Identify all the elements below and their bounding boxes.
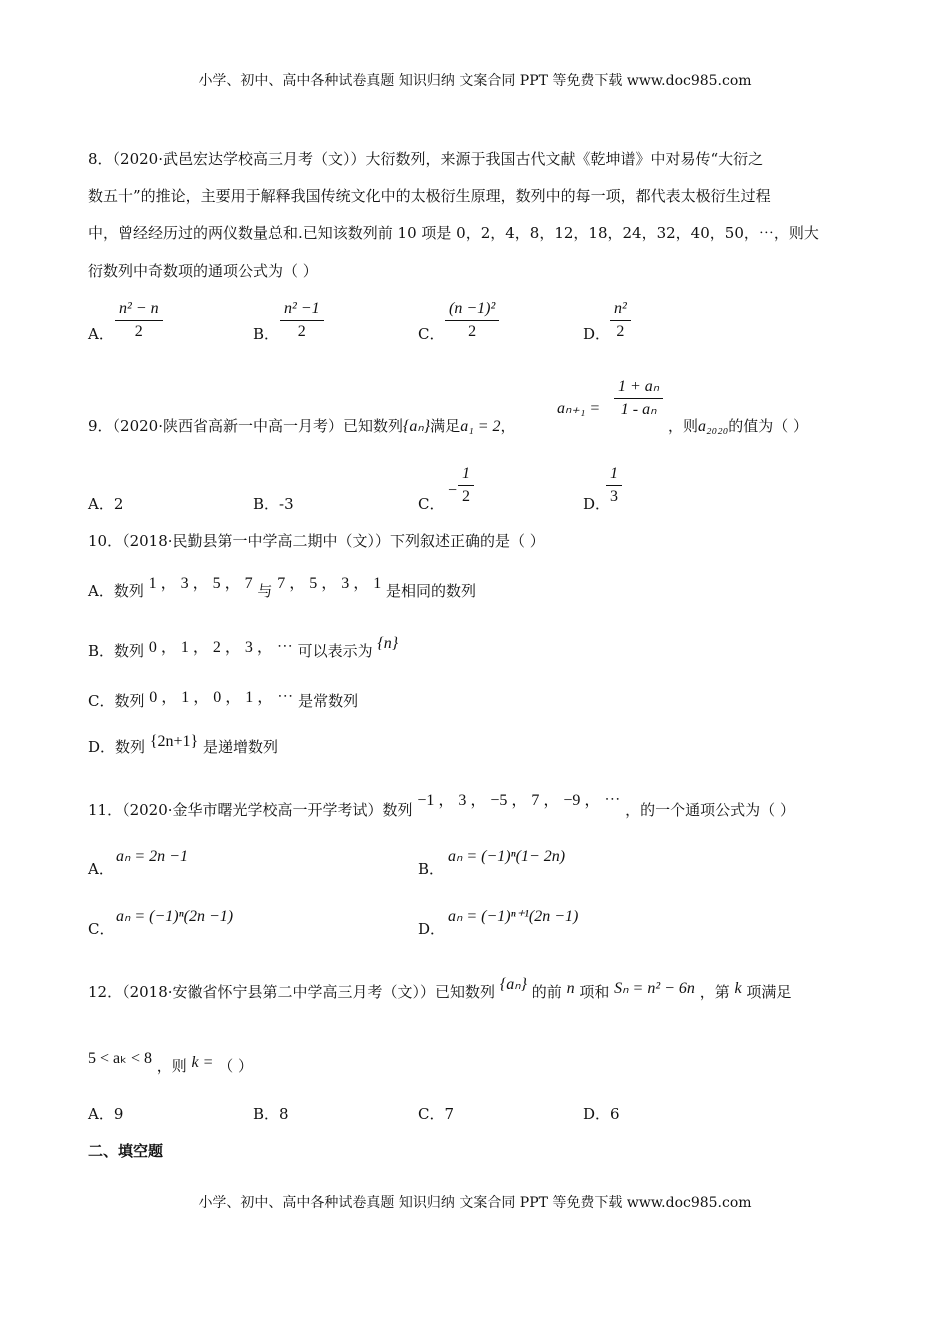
q8-option-a-label: A． xyxy=(88,325,114,343)
q10-option-c xyxy=(88,688,358,711)
q10-option-b xyxy=(88,635,399,661)
q12-mid4: 项满足 xyxy=(746,983,792,1001)
q10-b-set: {n} xyxy=(377,635,399,652)
q9-option-d-fraction xyxy=(606,463,622,508)
q9-option-a: A．2 xyxy=(88,495,124,513)
q10-b-mid: 可以表示为 xyxy=(297,642,373,660)
q12-option-c: C．7 xyxy=(418,1105,455,1123)
page-footer: 小学、初中、高中各种试卷真题 知识归纳 文案合同 PPT 等免费下载 www.doc985.com xyxy=(198,1195,752,1211)
q11-option-b-label: B． xyxy=(418,860,445,878)
q11-stem xyxy=(88,792,795,820)
q9-comma: ， xyxy=(500,417,516,435)
q11-option-a-label: A． xyxy=(88,860,114,878)
q12-condition: 5 < aₖ < 8 xyxy=(88,1050,152,1067)
q8-c-denominator: 2 xyxy=(468,323,477,340)
q10-option-a xyxy=(88,575,477,601)
q12-k-equals: k = xyxy=(191,1054,214,1071)
q12-mid3: ，第 xyxy=(699,983,730,1001)
q8-option-a-fraction xyxy=(115,298,163,343)
q8-d-denominator: 2 xyxy=(616,323,625,340)
q12-paren: （ ） xyxy=(218,1057,254,1075)
q9-option-c-label: C． xyxy=(418,495,445,513)
q8-line-2: 数五十”的推论，主要用于解释我国传统文化中的太极衍生原理，数列中的每一项，都代表太极衍生过程 xyxy=(88,187,771,205)
q10-b-seq: 0 ， 1 ， 2 ， 3 ， ⋯ xyxy=(148,639,293,656)
q11-option-a-formula: aₙ = 2n −1 xyxy=(116,848,188,865)
q10-d-post: 是递增数列 xyxy=(202,738,278,756)
q11-suffix: ，的一个通项公式为（ ） xyxy=(625,801,795,819)
q9-d-numerator: 1 xyxy=(606,463,622,486)
q12-option-d: D．6 xyxy=(583,1105,620,1123)
q12-seq: {aₙ} xyxy=(499,976,527,993)
q9-prefix: 9．（2020·陕西省高新一中高一月考）已知数列 xyxy=(88,417,403,435)
q9-recurrence-lhs: aₙ₊₁ = xyxy=(557,400,601,417)
q12-mid1: 的前 xyxy=(531,983,562,1001)
q10-a-post: 是相同的数列 xyxy=(386,582,477,600)
q10-c-prefix: C．数列 xyxy=(88,692,145,710)
q9-d-denominator: 3 xyxy=(610,488,618,505)
q12-sum: Sₙ = n² − 6n xyxy=(614,980,695,997)
q8-option-d-fraction xyxy=(610,298,631,343)
q9-mid2: ，则 xyxy=(668,417,699,435)
q9-seq: {aₙ} xyxy=(403,418,431,435)
q8-option-d-label: D． xyxy=(583,325,611,343)
q8-b-denominator: 2 xyxy=(297,323,306,340)
q9-cond1: a₁ = 2 xyxy=(460,418,501,435)
q11-option-c-label: C． xyxy=(88,920,115,938)
q10-a-prefix: A．数列 xyxy=(88,582,144,600)
q10-b-prefix: B．数列 xyxy=(88,642,145,660)
q8-a-denominator: 2 xyxy=(134,323,143,340)
q10-option-d xyxy=(88,733,278,757)
q9-c-numerator: 1 xyxy=(458,463,474,486)
q12-mid2: 项和 xyxy=(579,983,610,1001)
q8-c-numerator: (n −1)² xyxy=(445,298,499,321)
q11-seq: −1 ， 3 ， −5 ， 7 ， −9 ， ⋯ xyxy=(417,792,621,809)
q9-rec-denominator: 1 - aₙ xyxy=(620,401,657,418)
q10-a-seq2: 7 ， 5 ， 3 ， 1 xyxy=(277,575,382,592)
q9-suffix: 的值为（ ） xyxy=(728,417,809,435)
q9-stem xyxy=(88,415,516,436)
q10-stem: 10．（2018·民勤县第一中学高二期中（文））下列叙述正确的是（ ） xyxy=(88,532,545,550)
q10-a-seq1: 1 ， 3 ， 5 ， 7 xyxy=(148,575,253,592)
q12-option-b: B．8 xyxy=(253,1105,289,1123)
q11-option-d-label: D． xyxy=(418,920,446,938)
section-title: 二、填空题 xyxy=(88,1142,164,1160)
q9-option-c-fraction xyxy=(458,463,474,508)
q9-c-denominator: 2 xyxy=(462,488,470,505)
q8-line-3: 中，曾经经历过的两仪数量总和.已知该数列前 10 项是 0，2，4，8，12，18，24，32，40，50，⋯，则大 xyxy=(88,224,819,242)
q8-line-4: 衍数列中奇数项的通项公式为（ ） xyxy=(88,262,318,280)
q8-option-c-fraction xyxy=(445,298,499,343)
q10-a-mid: 与 xyxy=(257,582,273,600)
q9-stem-tail xyxy=(668,415,808,436)
q9-target: a₂₀₂₀ xyxy=(698,418,729,435)
q12-stem-line-1 xyxy=(88,976,792,1002)
q12-option-a: A．9 xyxy=(88,1105,124,1123)
q8-b-numerator: n² −1 xyxy=(280,298,324,321)
q8-option-b-label: B． xyxy=(253,325,280,343)
page-header: 小学、初中、高中各种试卷真题 知识归纳 文案合同 PPT 等免费下载 www.doc985.com xyxy=(198,73,752,89)
q9-recurrence-fraction xyxy=(614,376,663,421)
q9-option-c-sign: − xyxy=(448,482,458,499)
q10-d-prefix: D．数列 xyxy=(88,738,146,756)
q11-option-c-formula: aₙ = (−1)ⁿ(2n −1) xyxy=(116,908,234,925)
q12-stem-text: 12．（2018·安徽省怀宁县第二中学高三月考（文））已知数列 xyxy=(88,983,496,1001)
q12-k: k xyxy=(734,980,742,997)
q11-stem-text: 11．（2020·金华市曙光学校高一开学考试）数列 xyxy=(88,801,413,819)
q8-d-numerator: n² xyxy=(610,298,631,321)
q12-stem-line-2 xyxy=(88,1050,254,1076)
q8-option-b-fraction xyxy=(280,298,324,343)
q12-n: n xyxy=(566,980,575,997)
q12-then: ，则 xyxy=(156,1057,187,1075)
q8-option-c-label: C． xyxy=(418,325,445,343)
q8-line-1: 8．（2020·武邑宏达学校高三月考（文））大衍数列，来源于我国古代文献《乾坤谱》中对易传“大衍之 xyxy=(88,150,764,168)
q9-rec-numerator: 1 + aₙ xyxy=(614,376,663,399)
q9-mid1: 满足 xyxy=(430,417,461,435)
q10-c-seq: 0 ， 1 ， 0 ， 1 ， ⋯ xyxy=(149,689,294,706)
q10-c-post: 是常数列 xyxy=(298,692,359,710)
q11-option-b-formula: aₙ = (−1)ⁿ(1− 2n) xyxy=(448,848,566,865)
q9-option-b: B．-3 xyxy=(253,495,294,513)
q10-d-set: {2n+1} xyxy=(149,733,199,750)
q11-option-d-formula: aₙ = (−1)ⁿ⁺¹(2n −1) xyxy=(448,908,579,925)
q8-a-numerator: n² − n xyxy=(115,298,163,321)
q9-option-d-label: D． xyxy=(583,495,611,513)
